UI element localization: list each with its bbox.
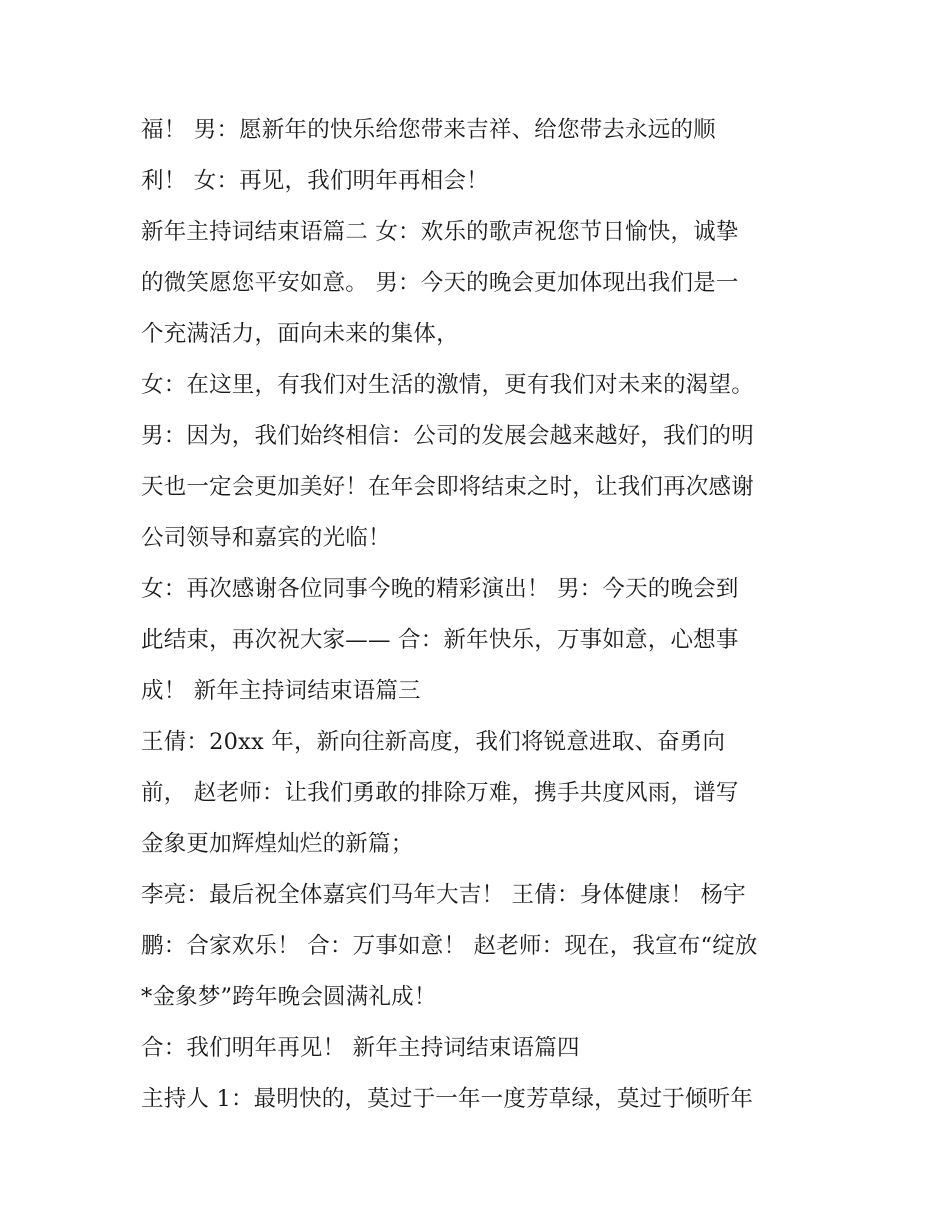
text-line: 福！ 男：愿新年的快乐给您带来吉祥、给您带去永远的顺 xyxy=(141,117,716,143)
document-body xyxy=(141,105,841,1125)
text-line: 此结束，再次祝大家—— 合：新年快乐，万事如意，心想事 xyxy=(141,627,739,653)
text-line: 王倩：20xx 年，新向往新高度，我们将锐意进取、奋勇向 xyxy=(141,729,726,755)
text-line: 天也一定会更加美好！在年会即将结束之时，让我们再次感谢 xyxy=(141,474,754,500)
text-line: 李亮：最后祝全体嘉宾们马年大吉！ 王倩：身体健康！ 杨宇 xyxy=(141,882,746,908)
text-line: *金象梦”跨年晚会圆满礼成！ xyxy=(141,984,437,1010)
text-line: 利！ 女：再见，我们明年再相会！ xyxy=(141,168,489,194)
text-line: 女：再次感谢各位同事今晚的精彩演出！ 男：今天的晚会到 xyxy=(141,576,739,602)
text-line: 新年主持词结束语篇二 女：欢乐的歌声祝您节日愉快，诚挚 xyxy=(141,219,739,245)
text-line: 的微笑愿您平安如意。 男：今天的晚会更加体现出我们是一 xyxy=(141,270,739,296)
text-line: 个充满活力，面向未来的集体， xyxy=(141,321,459,347)
text-line: 男：因为，我们始终相信：公司的发展会越来越好，我们的明 xyxy=(141,423,754,449)
text-line: 鹏：合家欢乐！ 合：万事如意！ 赵老师：现在，我宣布“绽放 xyxy=(141,933,758,959)
text-line: 公司领导和嘉宾的光临！ xyxy=(141,525,391,551)
text-line: 主持人 1：最明快的，莫过于一年一度芳草绿，莫过于倾听年 xyxy=(141,1086,754,1112)
text-line: 合：我们明年再见！ 新年主持词结束语篇四 xyxy=(141,1035,580,1061)
text-line: 女：在这里，有我们对生活的激情，更有我们对未来的渴望。 xyxy=(141,372,754,398)
text-line: 金象更加辉煌灿烂的新篇； xyxy=(141,831,414,857)
text-line: 前， 赵老师：让我们勇敢的排除万难，携手共度风雨，谱写 xyxy=(141,780,739,806)
text-line: 成！ 新年主持词结束语篇三 xyxy=(141,678,421,704)
